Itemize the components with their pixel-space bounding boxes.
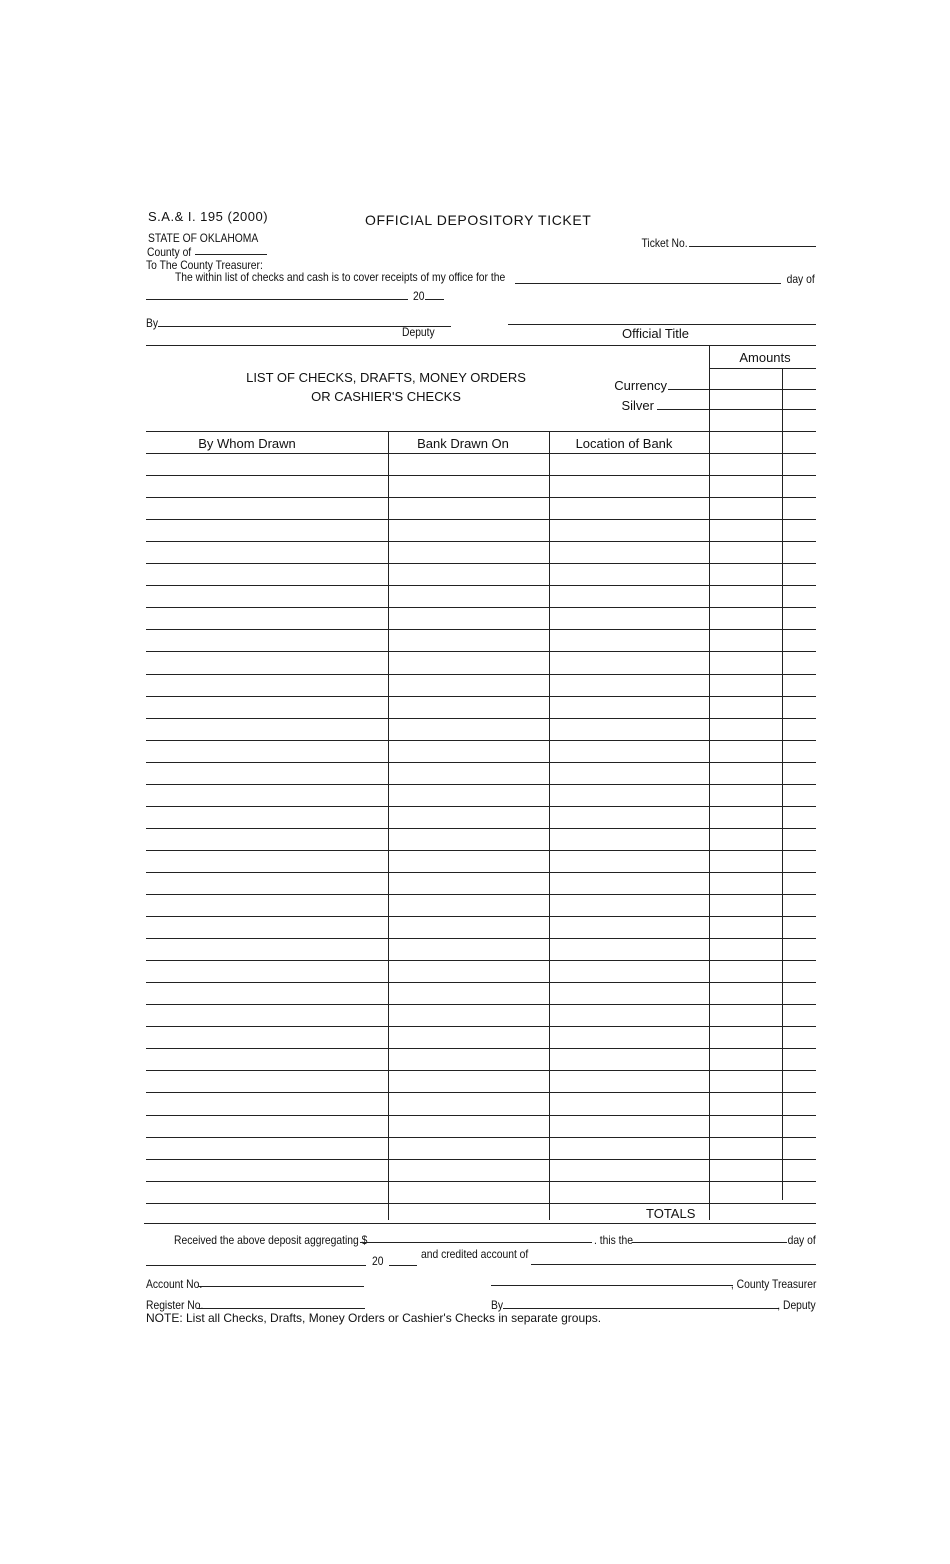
- received-day-field[interactable]: [632, 1242, 787, 1243]
- table-row[interactable]: [146, 1070, 816, 1071]
- table-row[interactable]: [146, 1181, 816, 1182]
- received-text: Received the above deposit aggregating $: [174, 1233, 368, 1247]
- form-code: S.A.& I. 195 (2000): [148, 209, 269, 224]
- register-no-label: Register No.: [146, 1298, 204, 1312]
- table-row[interactable]: [146, 1203, 816, 1204]
- official-title-field[interactable]: [508, 324, 816, 325]
- column-divider-bank: [388, 431, 389, 1220]
- table-row[interactable]: [146, 762, 816, 763]
- footer-note: NOTE: List all Checks, Drafts, Money Orders or Cashier's Checks in separate groups.: [146, 1311, 602, 1325]
- table-row[interactable]: [146, 453, 816, 454]
- table-row[interactable]: [146, 806, 816, 807]
- list-heading-line1: LIST OF CHECKS, DRAFTS, MONEY ORDERS: [246, 370, 526, 385]
- county-label: County of: [147, 245, 192, 259]
- table-row[interactable]: [146, 740, 816, 741]
- table-row[interactable]: [146, 475, 816, 476]
- this-the-text: . this the: [594, 1233, 634, 1247]
- county-treasurer-signature-field[interactable]: [491, 1285, 733, 1286]
- silver-label: Silver: [621, 398, 654, 413]
- table-row[interactable]: [146, 938, 816, 939]
- table-row[interactable]: [146, 1048, 816, 1049]
- footer-by-label: By: [491, 1298, 504, 1312]
- footer-deputy-label: , Deputy: [777, 1298, 816, 1312]
- aggregate-amount-field[interactable]: [360, 1242, 592, 1243]
- silver-leader: [657, 409, 710, 410]
- official-title-label: Official Title: [622, 326, 689, 341]
- form-title: OFFICIAL DEPOSITORY TICKET: [365, 212, 592, 228]
- register-no-field[interactable]: [197, 1308, 365, 1309]
- table-row[interactable]: [146, 585, 816, 586]
- table-row[interactable]: [146, 960, 816, 961]
- table-row[interactable]: [146, 916, 816, 917]
- table-row[interactable]: [146, 982, 816, 983]
- credited-account-field[interactable]: [531, 1264, 816, 1265]
- table-row[interactable]: [146, 850, 816, 851]
- table-row[interactable]: [146, 541, 816, 542]
- table-row[interactable]: [146, 1115, 816, 1116]
- footer-day-of: day of: [787, 1233, 816, 1247]
- table-row[interactable]: [146, 696, 816, 697]
- column-header-by-whom-drawn: By Whom Drawn: [198, 436, 296, 451]
- account-no-label: Account No.: [146, 1277, 203, 1291]
- table-row[interactable]: [146, 828, 816, 829]
- table-row[interactable]: [146, 1137, 816, 1138]
- day-of-label: day of: [786, 272, 815, 286]
- table-row[interactable]: [146, 497, 816, 498]
- year-field[interactable]: [425, 299, 444, 300]
- deputy-label: Deputy: [402, 325, 435, 339]
- table-row[interactable]: [146, 1159, 816, 1160]
- amounts-cents-rule: [782, 368, 783, 431]
- county-field[interactable]: [195, 254, 267, 255]
- receipts-day-field[interactable]: [515, 283, 781, 284]
- table-row[interactable]: [146, 894, 816, 895]
- column-divider-location: [549, 431, 550, 1220]
- by-label: By: [146, 316, 159, 330]
- table-row[interactable]: [146, 563, 816, 564]
- table-row[interactable]: [146, 1092, 816, 1093]
- currency-label: Currency: [614, 378, 667, 393]
- silver-amount-field[interactable]: [709, 409, 816, 410]
- footer-year-prefix: 20: [372, 1254, 384, 1268]
- totals-label: TOTALS: [646, 1206, 696, 1221]
- amounts-heading-rule: [709, 368, 816, 369]
- county-treasurer-label: , County Treasurer: [730, 1277, 816, 1291]
- within-text: The within list of checks and cash is to cover receipts of my office for the: [175, 270, 506, 284]
- currency-amount-field[interactable]: [709, 389, 816, 390]
- table-row[interactable]: [146, 1026, 816, 1027]
- received-year-field[interactable]: [389, 1265, 417, 1266]
- column-divider-amount: [709, 431, 710, 1220]
- to-treasurer-label: To The County Treasurer:: [146, 258, 263, 272]
- received-month-field[interactable]: [146, 1265, 366, 1266]
- table-top-rule: [146, 431, 816, 432]
- list-heading-line2: OR CASHIER'S CHECKS: [311, 389, 461, 404]
- amounts-left-rule: [709, 345, 710, 431]
- table-row[interactable]: [146, 607, 816, 608]
- table-row[interactable]: [146, 784, 816, 785]
- column-divider-cents: [782, 431, 783, 1200]
- table-row[interactable]: [146, 651, 816, 652]
- ticket-no-field[interactable]: [689, 246, 816, 247]
- currency-leader: [668, 389, 710, 390]
- table-row[interactable]: [146, 674, 816, 675]
- state-label: STATE OF OKLAHOMA: [148, 231, 259, 245]
- table-row[interactable]: [146, 872, 816, 873]
- table-row[interactable]: [146, 718, 816, 719]
- column-header-location-of-bank: Location of Bank: [575, 436, 673, 451]
- header-divider: [146, 345, 816, 346]
- ticket-no-label: Ticket No.: [641, 236, 688, 250]
- table-row[interactable]: [146, 519, 816, 520]
- amounts-heading: Amounts: [739, 350, 791, 365]
- account-no-field[interactable]: [198, 1286, 364, 1287]
- table-row[interactable]: [146, 1004, 816, 1005]
- table-row[interactable]: [146, 629, 816, 630]
- year-prefix: 20: [413, 289, 425, 303]
- month-field[interactable]: [146, 299, 408, 300]
- footer-deputy-signature-field[interactable]: [503, 1308, 779, 1309]
- footer-divider: [144, 1223, 816, 1224]
- credited-text: and credited account of: [421, 1247, 529, 1261]
- column-header-bank-drawn-on: Bank Drawn On: [417, 436, 509, 451]
